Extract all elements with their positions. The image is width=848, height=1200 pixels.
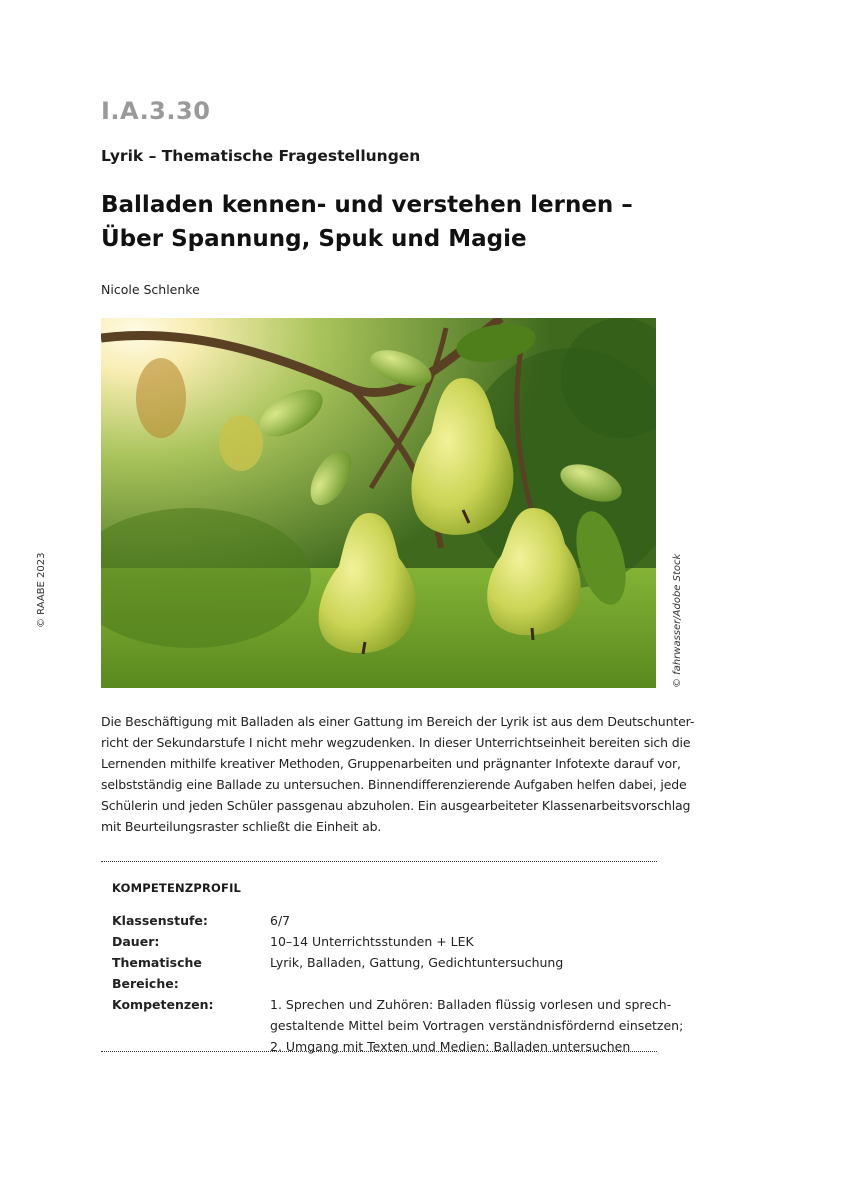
intro-line: selbstständig eine Ballade zu untersuchen. Binnendifferenzierende Aufgaben helfen dabei, jede [101, 777, 687, 792]
profile-value [270, 952, 657, 994]
profile-row-topics [112, 952, 657, 994]
page-title [101, 188, 721, 256]
profile-value [270, 931, 657, 952]
profile-label: Klassenstufe: [112, 913, 208, 928]
intro-line: Die Beschäftigung mit Balladen als einer Gattung im Bereich der Lyrik ist aus dem Deutschunter- [101, 714, 695, 729]
profile-row-grade [112, 910, 657, 931]
intro-line: richt der Sekundarstufe I nicht mehr wegzudenken. In dieser Unterrichtseinheit bereiten sich die [101, 735, 691, 750]
intro-line: Lernenden mithilfe kreativer Methoden, Gruppenarbeiten und prägnanter Infotexte darauf vor, [101, 756, 681, 771]
title-line-2: Über Spannung, Spuk und Magie [101, 226, 527, 252]
profile-label: Dauer: [112, 934, 160, 949]
profile-value [270, 910, 657, 931]
cover-photo [101, 318, 656, 688]
profile-label: Kompetenzen: [112, 997, 214, 1012]
dotted-divider-bottom [101, 1051, 657, 1052]
dotted-divider-top [101, 861, 657, 862]
image-credit: © fahrwasser/Adobe Stock [672, 553, 683, 688]
copyright-notice: © RAABE 2023 [36, 552, 47, 628]
profile-label: Thematische Bereiche: [112, 955, 202, 991]
profile-value [270, 994, 683, 1057]
profile-value-line: Lyrik, Balladen, Gattung, Gedichtuntersuchung [270, 955, 564, 970]
intro-paragraph [101, 711, 695, 837]
profile-value-line: 6/7 [270, 913, 291, 928]
profile-value-line: 10–14 Unterrichtsstunden + LEK [270, 934, 474, 949]
intro-line: mit Beurteilungsraster schließt die Einheit ab. [101, 819, 382, 834]
intro-line: Schülerin und jeden Schüler passgenau abzuholen. Ein ausgearbeiteter Klassenarbeitsvorschlag [101, 798, 691, 813]
competence-profile [112, 910, 684, 1057]
profile-heading: KOMPETENZPROFIL [112, 881, 242, 895]
author: Nicole Schlenke [101, 282, 200, 297]
unit-code: I.A.3.30 [101, 97, 211, 125]
profile-row-competences [112, 994, 684, 1057]
profile-value-line: 2. Umgang mit Texten und Medien: Balladen untersuchen [270, 1039, 631, 1054]
profile-value-line: 1. Sprechen und Zuhören: Balladen flüssig vorlesen und sprech- [270, 997, 672, 1012]
category-subtitle: Lyrik – Thematische Fragestellungen [101, 147, 421, 165]
profile-value-line: gestaltende Mittel beim Vortragen verständnisfördernd einsetzen; [270, 1018, 684, 1033]
title-line-1: Balladen kennen- und verstehen lernen – [101, 192, 633, 218]
profile-row-duration [112, 931, 657, 952]
